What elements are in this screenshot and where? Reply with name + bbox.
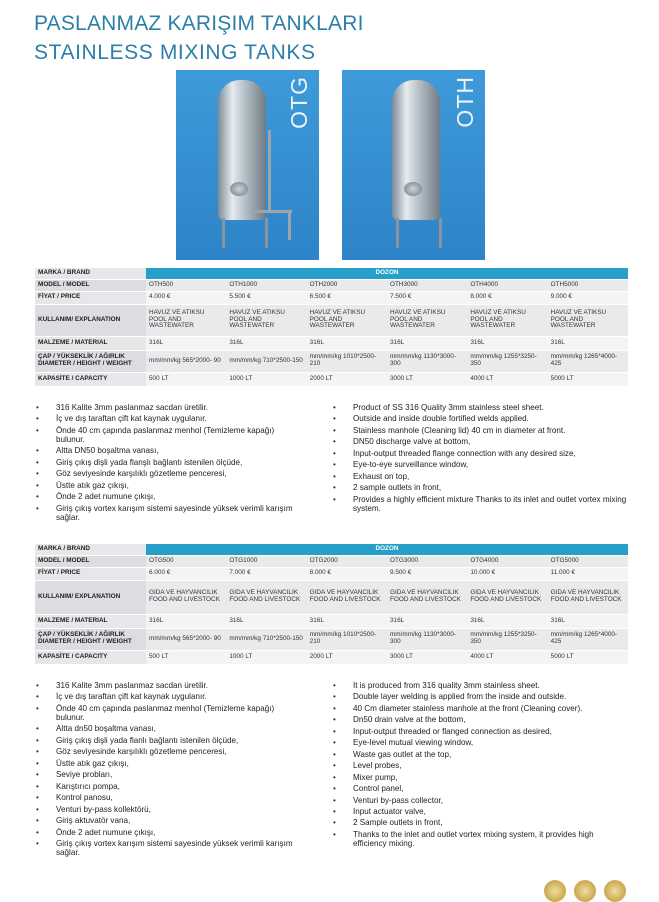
dims-cell: mm/mm/kg 1265*4000-425 (548, 628, 628, 650)
tank-legs (396, 218, 442, 248)
capacity-cell: 5000 LT (548, 372, 628, 386)
brand-cell: DOZON (146, 268, 628, 279)
row-label-model: MODEL / MODEL (35, 555, 146, 567)
usage-cell: GIDA VE HAYVANCILIK FOOD AND LIVESTOCK (226, 580, 306, 614)
dims-cell: mm/mm/kg 565*2000- 90 (146, 628, 226, 650)
dims-cell: mm/mm/kg 1255*3250-350 (467, 628, 547, 650)
material-cell: 316L (467, 614, 547, 628)
list-item: • Input actuator valve, (331, 807, 627, 816)
model-cell: OTH4000 (467, 279, 547, 291)
capacity-cell: 500 LT (146, 372, 226, 386)
list-item: • Seviye probları, (34, 770, 300, 779)
usage-cell: HAVUZ VE ATIKSU POOL AND WASTEWATER (307, 304, 387, 336)
capacity-cell: 2000 LT (307, 650, 387, 664)
model-cell: OTG1000 (226, 555, 306, 567)
coin-icon (544, 880, 566, 902)
list-item: • Giriş çıkış dişli yada flanlı bağlantı istenilen ölçüde, (34, 736, 300, 745)
list-item: • Giriş çıkış dişli yada flanşlı bağlantı istenilen ölçüde, (34, 458, 300, 467)
list-item: • Giriş aktuvatör vana, (34, 816, 300, 825)
dims-cell: mm/mm/kg 1130*3000-300 (387, 628, 467, 650)
spec-table-otg (35, 544, 628, 665)
material-cell: 316L (467, 336, 547, 350)
material-cell: 316L (307, 336, 387, 350)
list-item: • Göz seviyesinde karşılıklı gözetleme penceresi, (34, 469, 300, 478)
pipe (268, 130, 271, 210)
model-cell: OTH2000 (307, 279, 387, 291)
spec-table-oth (35, 268, 628, 387)
usage-cell: GIDA VE HAYVANCILIK FOOD AND LIVESTOCK (307, 580, 387, 614)
list-item: • DN50 discharge valve at bottom, (331, 437, 627, 446)
dims-cell: mm/mm/kg 1010*2500-210 (307, 628, 387, 650)
list-item: • Dn50 drain valve at the bottom, (331, 715, 627, 724)
model-cell: OTG5000 (548, 555, 628, 567)
row-label-material: MALZEME / MATERIAL (35, 336, 146, 350)
price-cell: 8.000 € (467, 291, 547, 304)
tank-body (392, 80, 440, 220)
list-item: • Level probes, (331, 761, 627, 770)
dims-cell: mm/mm/kg 1265*4000-425 (548, 350, 628, 372)
usage-cell: GIDA VE HAYVANCILIK FOOD AND LIVESTOCK (548, 580, 628, 614)
list-item: • İç ve dış taraftan çift kat kaynak uygulanır. (34, 414, 300, 423)
list-item: • Eye-to-eye surveillance window, (331, 460, 627, 469)
list-item: • Double layer welding is applied from the inside and outside. (331, 692, 627, 701)
usage-cell: GIDA VE HAYVANCILIK FOOD AND LIVESTOCK (146, 580, 226, 614)
model-cell: OTH5000 (548, 279, 628, 291)
decorative-coins (540, 880, 650, 892)
row-label-capacity: KAPASİTE / CAPACITY (35, 372, 146, 386)
capacity-cell: 1000 LT (226, 372, 306, 386)
usage-cell: HAVUZ VE ATIKSU POOL AND WASTEWATER (467, 304, 547, 336)
list-item: • It is produced from 316 quality 3mm stainless sheet. (331, 681, 627, 690)
page-title-tr: PASLANMAZ KARIŞIM TANKLARI (34, 12, 364, 35)
price-cell: 9.500 € (387, 567, 467, 580)
capacity-cell: 4000 LT (467, 650, 547, 664)
price-cell: 10.000 € (467, 567, 547, 580)
row-label-dims: ÇAP / YÜKSEKLİK / AĞIRLIK DIAMETER / HEIGHT / WEIGHT (35, 350, 146, 372)
list-item: • 316 Kalite 3mm paslanmaz sacdan üretilir. (34, 681, 300, 690)
list-item: • Altta dn50 boşaltma vanası, (34, 724, 300, 733)
list-item: • Provides a highly efficient mixture Thanks to its inlet and outlet vortex mixing system. (331, 495, 627, 513)
list-item: • Giriş çıkış vortex karışım sistemi sayesinde yüksek verimli karışım sağlar. (34, 504, 300, 522)
list-item: • Göz seviyesinde karşılıklı gözetleme penceresi, (34, 747, 300, 756)
model-cell: OTH1000 (226, 279, 306, 291)
row-label-price: FİYAT / PRICE (35, 567, 146, 580)
list-item: • Exhaust on top, (331, 472, 627, 481)
features-list-tr-2 (34, 681, 300, 859)
list-item: • Outside and inside double fortified welds applied. (331, 414, 627, 423)
price-cell: 9.000 € (548, 291, 628, 304)
list-item: • Karıştırıcı pompa, (34, 782, 300, 791)
coin-icon (574, 880, 596, 902)
usage-cell: GIDA VE HAYVANCILIK FOOD AND LIVESTOCK (387, 580, 467, 614)
material-cell: 316L (226, 614, 306, 628)
list-item: • Control panel, (331, 784, 627, 793)
otg-tank-photo (176, 70, 319, 260)
list-item: • Venturi by-pass kollektörü, (34, 805, 300, 814)
price-cell: 4.000 € (146, 291, 226, 304)
tank-body (218, 80, 266, 220)
material-cell: 316L (146, 614, 226, 628)
capacity-cell: 500 LT (146, 650, 226, 664)
row-label-dims: ÇAP / YÜKSEKLİK / AĞIRLIK DIAMETER / HEIGHT / WEIGHT (35, 628, 146, 650)
capacity-cell: 2000 LT (307, 372, 387, 386)
manhole (230, 182, 248, 196)
list-item: • Product of SS 316 Quality 3mm stainless steel sheet. (331, 403, 627, 412)
model-cell: OTH3000 (387, 279, 467, 291)
price-cell: 6.000 € (146, 567, 226, 580)
list-item: • Altta DN50 boşaltma vanası, (34, 446, 300, 455)
list-item: • 40 Cm diameter stainless manhole at the front (Cleaning cover). (331, 704, 627, 713)
page-title-en: STAINLESS MIXING TANKS (34, 41, 316, 64)
dims-cell: mm/mm/kg 1130*3000-300 (387, 350, 467, 372)
dims-cell: mm/mm/kg 1010*2500-210 (307, 350, 387, 372)
row-label-material: MALZEME / MATERIAL (35, 614, 146, 628)
capacity-cell: 5000 LT (548, 650, 628, 664)
list-item: • Thanks to the inlet and outlet vortex mixing system, it provides high efficiency mixing. (331, 830, 627, 848)
photo-label-otg: OTG (286, 76, 312, 129)
brand-cell: DOZON (146, 544, 628, 555)
list-item: • Önde 40 cm çapında paslanmaz menhol (Temizleme kapağı) bulunur. (34, 426, 300, 444)
row-label-usage: KULLANIM/ EXPLANATION (35, 580, 146, 614)
list-item: • Venturi by-pass collector, (331, 796, 627, 805)
features-list-en-1 (331, 403, 627, 515)
usage-cell: GIDA VE HAYVANCILIK FOOD AND LIVESTOCK (467, 580, 547, 614)
model-cell: OTG3000 (387, 555, 467, 567)
row-label-price: FİYAT / PRICE (35, 291, 146, 304)
material-cell: 316L (548, 614, 628, 628)
list-item: • Waste gas outlet at the top, (331, 750, 627, 759)
row-label-model: MODEL / MODEL (35, 279, 146, 291)
usage-cell: HAVUZ VE ATIKSU POOL AND WASTEWATER (226, 304, 306, 336)
capacity-cell: 3000 LT (387, 372, 467, 386)
features-list-en-2 (331, 681, 627, 850)
material-cell: 316L (548, 336, 628, 350)
coin-icon (604, 880, 626, 902)
price-cell: 7.000 € (226, 567, 306, 580)
capacity-cell: 1000 LT (226, 650, 306, 664)
price-cell: 5.500 € (226, 291, 306, 304)
list-item: • Eye-level mutual viewing window, (331, 738, 627, 747)
list-item: • Input-output threaded or flanged connection as desired, (331, 727, 627, 736)
list-item: • Üstte atık gaz çıkışı, (34, 481, 300, 490)
usage-cell: HAVUZ VE ATIKSU POOL AND WASTEWATER (387, 304, 467, 336)
list-item: • Giriş çıkış vortex karışım sistemi sayesinde yüksek verimli karışım sağlar. (34, 839, 300, 857)
capacity-cell: 3000 LT (387, 650, 467, 664)
list-item: • 2 sample outlets in front, (331, 483, 627, 492)
oth-tank-photo (342, 70, 485, 260)
photo-label-oth: OTH (452, 76, 478, 128)
list-item: • 316 Kalite 3mm paslanmaz sacdan üretilir. (34, 403, 300, 412)
model-cell: OTG2000 (307, 555, 387, 567)
row-label-brand: MARKA / BRAND (35, 544, 146, 555)
material-cell: 316L (146, 336, 226, 350)
model-cell: OTH500 (146, 279, 226, 291)
list-item: • Önde 40 cm çapında paslanmaz menhol (Temizleme kapağı) bulunur. (34, 704, 300, 722)
dims-cell: mm/mm/kg 565*2000- 90 (146, 350, 226, 372)
capacity-cell: 4000 LT (467, 372, 547, 386)
list-item: • Üstte atık gaz çıkışı, (34, 759, 300, 768)
price-cell: 11.000 € (548, 567, 628, 580)
features-list-tr-1 (34, 403, 300, 524)
list-item: • 2 Sample outlets in front, (331, 818, 627, 827)
dims-cell: mm/mm/kg 1255*3250-350 (467, 350, 547, 372)
list-item: • Stainless manhole (Cleaning lid) 40 cm in diameter at front. (331, 426, 627, 435)
material-cell: 316L (226, 336, 306, 350)
list-item: • Input-output threaded flange connection with any desired size, (331, 449, 627, 458)
list-item: • Önde 2 adet numune çıkışı, (34, 828, 300, 837)
row-label-capacity: KAPASİTE / CAPACITY (35, 650, 146, 664)
dims-cell: mm/mm/kg 710*2500-150 (226, 628, 306, 650)
usage-cell: HAVUZ VE ATIKSU POOL AND WASTEWATER (146, 304, 226, 336)
usage-cell: HAVUZ VE ATIKSU POOL AND WASTEWATER (548, 304, 628, 336)
row-label-usage: KULLANIM/ EXPLANATION (35, 304, 146, 336)
pipe (288, 210, 291, 240)
list-item: • Önde 2 adet numune çıkışı, (34, 492, 300, 501)
row-label-brand: MARKA / BRAND (35, 268, 146, 279)
tank-legs (222, 218, 268, 248)
list-item: • İç ve dış taraftan çift kat kaynak uygulanır. (34, 692, 300, 701)
manhole (404, 182, 422, 196)
price-cell: 8.000 € (307, 567, 387, 580)
material-cell: 316L (387, 336, 467, 350)
price-cell: 6.500 € (307, 291, 387, 304)
material-cell: 316L (387, 614, 467, 628)
list-item: • Mixer pump, (331, 773, 627, 782)
dims-cell: mm/mm/kg 710*2500-150 (226, 350, 306, 372)
pipe (252, 210, 292, 213)
list-item: • Kontrol panosu, (34, 793, 300, 802)
model-cell: OTG500 (146, 555, 226, 567)
material-cell: 316L (307, 614, 387, 628)
model-cell: OTG4000 (467, 555, 547, 567)
price-cell: 7.500 € (387, 291, 467, 304)
